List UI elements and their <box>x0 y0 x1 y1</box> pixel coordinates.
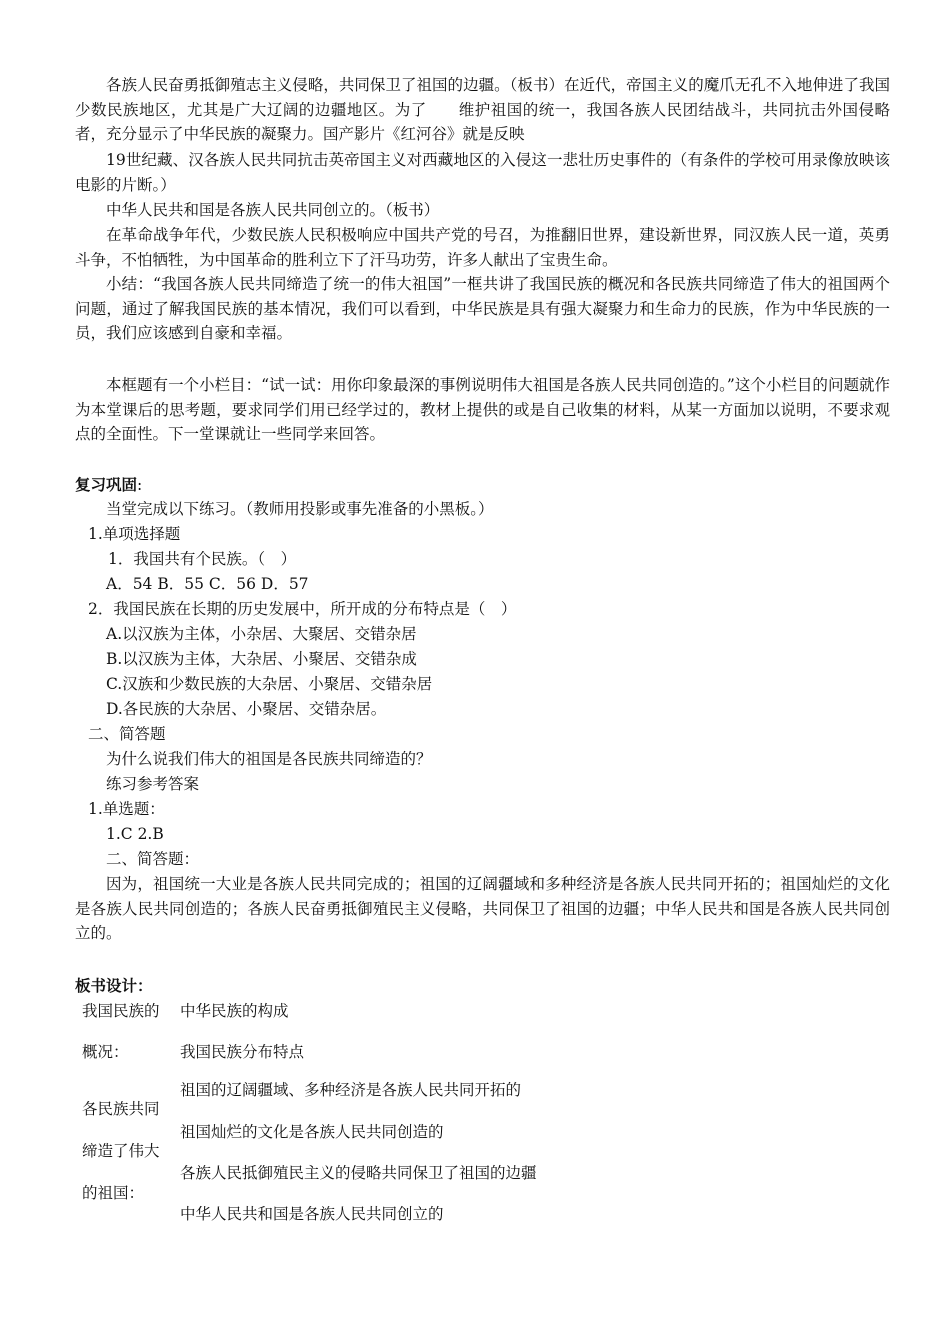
answers-title: 练习参考答案 <box>106 775 200 793</box>
question-2: 2．我国民族在长期的历史发展中，所开成的分布特点是（ ） <box>88 600 517 618</box>
board-left-founding-line3: 的祖国： <box>82 1184 145 1202</box>
question-2-option-b: B.以汉族为主体，大杂居、小聚居、交错杂成 <box>106 650 417 668</box>
question-1-options: A．54 B．55 C．56 D．57 <box>106 575 309 593</box>
review-intro: 当堂完成以下练习。（教师用投影或事先准备的小黑板。） <box>106 500 494 518</box>
paragraph-prc-founding: 中华人民共和国是各族人民共同创立的。（板书） <box>106 201 440 219</box>
board-right-composition: 中华民族的构成 <box>180 1002 289 1020</box>
question-2-option-a: A.以汉族为主体，小杂居、大聚居、交错杂居 <box>106 625 417 643</box>
question-1: 1．我国共有个民族。（ ） <box>108 550 297 568</box>
paragraph-red-river-valley: 19世纪藏、汉各族人民共同抗击英帝国主义对西藏地区的入侵这一悲壮历史事件的（有条件的学校可用录像放映该电影的片断。） <box>75 151 890 194</box>
review-heading: 复习巩固: <box>75 475 143 494</box>
board-right-distribution: 我国民族分布特点 <box>180 1043 305 1061</box>
board-right-culture: 祖国灿烂的文化是各族人民共同创造的 <box>180 1123 444 1141</box>
answers-single-choice-title: 1.单选题： <box>88 800 165 818</box>
board-right-prc: 中华人民共和国是各族人民共同创立的 <box>180 1205 444 1223</box>
board-left-founding-line2: 缔造了伟大 <box>82 1142 160 1160</box>
question-2-option-c: C.汉族和少数民族的大杂居、小聚居、交错杂居 <box>106 675 433 693</box>
section-single-choice-title: 1.单项选择题 <box>88 525 181 543</box>
paragraph-border-defense: 各族人民奋勇抵御殖志主义侵略，共同保卫了祖国的边疆。（板书）在近代，帝国主义的魔爪无孔不入地伸进了我国少数民族地区，尤其是广大辽阔的边疆地区。为了 维护祖国的统一，我国各族人民团结战斗，共同抗击外国侵略者，充分显示了中华民族的凝聚力。国产影片《红河谷》就是反映 <box>75 76 890 143</box>
board-right-territory: 祖国的辽阔疆域、多种经济是各族人民共同开拓的 <box>180 1081 522 1099</box>
section-short-answer-title: 二、简答题 <box>88 725 166 743</box>
short-answer-question: 为什么说我们伟大的祖国是各民族共同缔造的？ <box>106 750 432 768</box>
board-left-ethnic-overview-line1: 我国民族的 <box>82 1002 160 1020</box>
question-2-option-d: D.各民族的大杂居、小聚居、交错杂居。 <box>106 700 387 718</box>
board-left-founding-line1: 各民族共同 <box>82 1100 160 1118</box>
paragraph-summary: 小结：“我国各族人民共同缔造了统一的伟大祖国”一框共讲了我国民族的概况和各民族共同缔造了伟大的祖国两个问题，通过了解我国民族的基本情况，我们可以看到，中华民族是具有强大凝聚力和生命力的民族，作为中华民族的一员，我们应该感到自豪和幸福。 <box>75 275 890 342</box>
answers-short-answer: 因为，祖国统一大业是各族人民共同完成的；祖国的辽阔疆域和多种经济是各族人民共同开拓的；祖国灿烂的文化是各族人民共同创造的；各族人民奋勇抵御殖民主义侵略，共同保卫了祖国的边疆；中华人民共和国是各族人民共同创立的。 <box>75 875 890 942</box>
board-right-defense: 各族人民抵御殖民主义的侵略共同保卫了祖国的边疆 <box>180 1164 537 1182</box>
paragraph-try-it: 本框题有一个小栏目：“试一试：用你印象最深的事例说明伟大祖国是各族人民共同创造的。”这个小栏目的问题就作为本堂课后的思考题，要求同学们用已经学过的，教材上提供的或是自己收集的材料，从某一方面加以说明，不要求观点的全面性。下一堂课就让一些同学来回答。 <box>75 376 890 443</box>
answers-short-answer-title: 二、简答题： <box>106 850 200 868</box>
paragraph-revolution: 在革命战争年代，少数民族人民积极响应中国共产党的号召，为推翻旧世界，建设新世界，同汉族人民一道，英勇斗争，不怕牺牲，为中国革命的胜利立下了汗马功劳，许多人献出了宝贵生命。 <box>75 226 890 269</box>
board-design-heading: 板书设计： <box>75 976 153 995</box>
answers-single-choice: 1.C 2.B <box>106 825 164 843</box>
board-left-ethnic-overview-line2: 概况： <box>82 1043 129 1061</box>
